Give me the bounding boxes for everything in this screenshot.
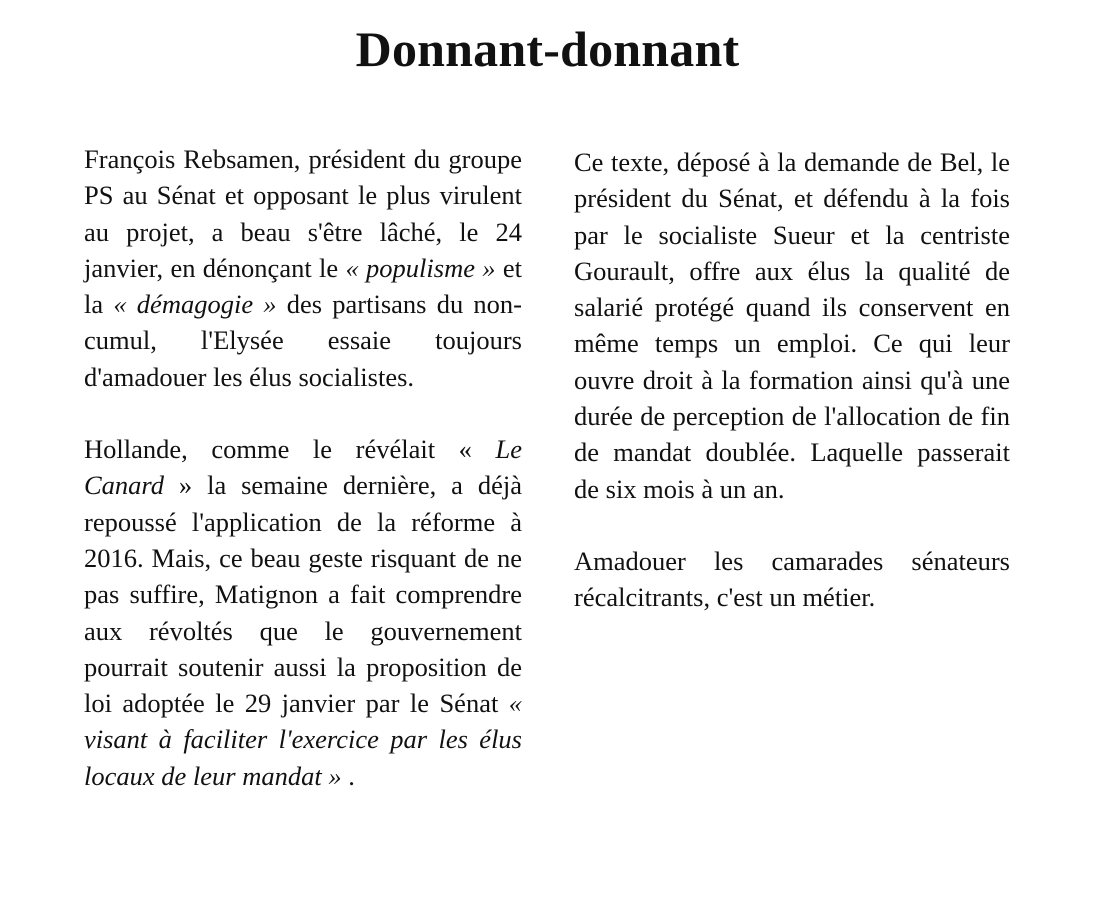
paragraph-conclusion: Amadouer les camarades sénateurs récalcitrants, c'est un métier. bbox=[574, 545, 1010, 613]
quote-populisme: « populisme » bbox=[345, 252, 496, 283]
quote-le-canard: Le Canard bbox=[84, 434, 522, 501]
left-column bbox=[84, 141, 522, 830]
paragraph-texte-bel: Ce texte, déposé à la demande de Bel, le président du Sénat, et défendu à la fois par le socialiste Sueur et la centriste Gourault, offre aux élus la qualité de salarié protégé quand ils conservent en même temps un emploi. Ce qui leur ouvre droit à la formation ainsi qu'à une durée de perception de l'allocation de fin de mandat doublée. Laquelle passerait de six mois à un an. bbox=[574, 147, 1010, 504]
paragraph-text: et la bbox=[84, 252, 523, 320]
quote-proposition-de-loi: « visant à faciliter l'exercice par les élus locaux de leur mandat » bbox=[84, 688, 522, 791]
paragraph-text: . bbox=[341, 760, 355, 791]
paragraph-rebsamen bbox=[84, 141, 522, 395]
quote-demagogie: « démagogie » bbox=[113, 289, 277, 320]
right-column bbox=[574, 144, 1010, 652]
paragraph-hollande bbox=[84, 431, 522, 794]
paragraph-text: des partisans du non-cumul, l'Elysée essaie toujours d'amadouer les élus socialistes. bbox=[84, 289, 522, 392]
article-title: Donnant-donnant bbox=[355, 21, 740, 77]
paragraph-text: Hollande, comme le révélait « bbox=[84, 434, 496, 465]
paragraph-text: François Rebsamen, président du groupe PS au Sénat et opposant le plus virulent au projet, a beau s'être lâché, le 24 janvier, en dénonçant le bbox=[84, 144, 522, 283]
paragraph-text: » la semaine dernière, a déjà repoussé l'application de la réforme à 2016. Mais, ce beau geste risquant de ne pas suffire, Matignon a fait comprendre aux révoltés que le gouvernement pourrait soutenir aussi la proposition de loi adoptée le 29 janvier par le Sénat bbox=[84, 470, 522, 719]
